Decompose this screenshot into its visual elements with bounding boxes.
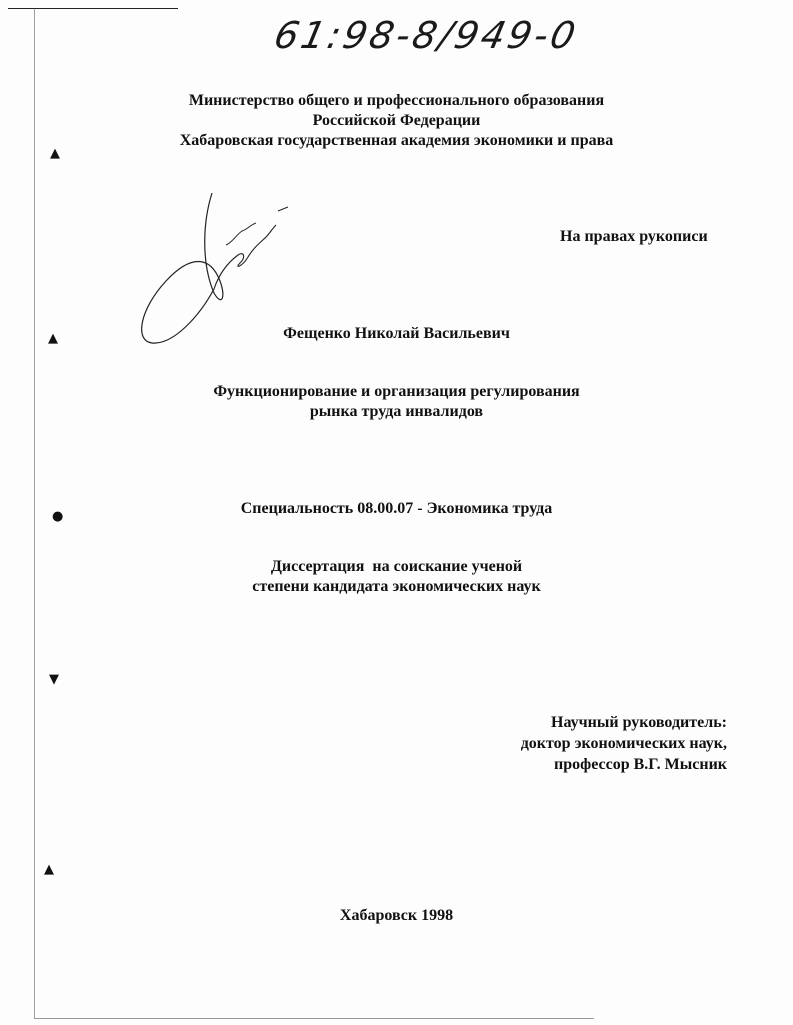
supervisor-degree: доктор экономических наук, bbox=[520, 735, 727, 752]
degree-line-1: Диссертация на соискание ученой bbox=[270, 558, 523, 575]
supervisor-label: Научный руководитель: bbox=[551, 714, 727, 731]
binding-mark-icon: ● bbox=[52, 509, 64, 524]
supervisor-name: профессор В.Г. Мысник bbox=[554, 756, 727, 773]
supervisor-block bbox=[521, 712, 727, 775]
specialty: Специальность 08.00.07 - Экономика труда bbox=[240, 500, 553, 517]
scan-edge-bottom bbox=[34, 1018, 594, 1019]
city-year-block bbox=[0, 906, 793, 926]
title-line-1: Функционирование и организация регулирования bbox=[213, 383, 580, 400]
city-year: Хабаровск 1998 bbox=[339, 907, 454, 924]
binding-mark-icon: ▼ bbox=[49, 672, 59, 687]
degree-line-2: степени кандидата экономических наук bbox=[252, 578, 541, 595]
title-line-2: рынка труда инвалидов bbox=[309, 403, 484, 420]
institution-header bbox=[0, 91, 793, 151]
academy-line: Хабаровская государственная академия экономики и права bbox=[179, 132, 614, 149]
degree-block bbox=[0, 557, 793, 597]
archive-number: 61:98-8/949-0 bbox=[270, 14, 583, 57]
ministry-line: Министерство общего и профессионального образования bbox=[188, 92, 605, 109]
binding-mark-icon: ▲ bbox=[44, 862, 54, 877]
author-name: Фещенко Николай Васильевич bbox=[283, 325, 510, 342]
dissertation-title bbox=[0, 382, 793, 422]
manuscript-rights: На правах рукописи bbox=[560, 228, 708, 245]
author-block bbox=[0, 324, 793, 344]
federation-line: Российской Федерации bbox=[312, 112, 481, 129]
specialty-block bbox=[0, 499, 793, 519]
binding-mark-icon: ▲ bbox=[48, 331, 58, 346]
binding-mark-icon: ▲ bbox=[50, 146, 60, 161]
